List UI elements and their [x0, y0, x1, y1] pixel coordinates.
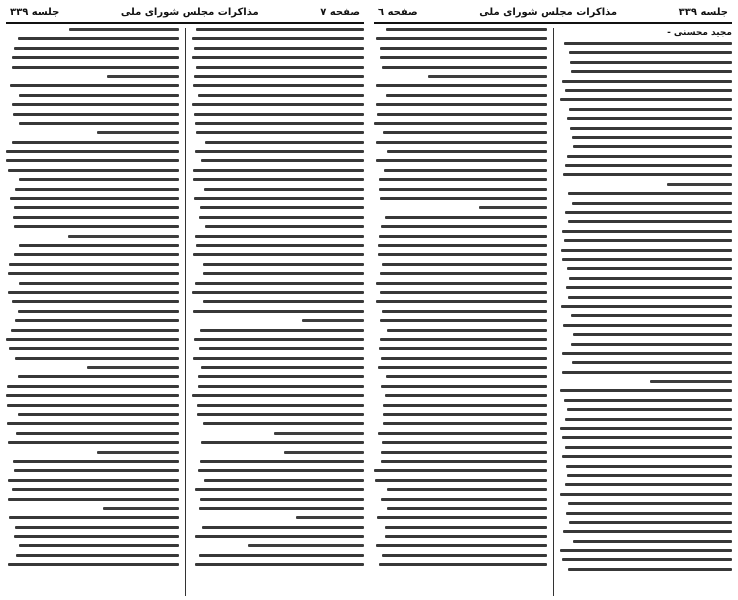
text-line	[8, 272, 178, 275]
text-line	[381, 357, 547, 360]
text-line	[568, 568, 733, 571]
text-line	[565, 164, 732, 167]
text-line	[19, 178, 178, 181]
text-line	[16, 554, 178, 557]
text-line	[379, 347, 546, 350]
text-line	[376, 159, 546, 162]
text-line	[8, 479, 178, 482]
text-line	[381, 451, 547, 454]
text-line	[566, 286, 732, 289]
text-line	[8, 498, 179, 501]
text-line	[560, 98, 732, 101]
text-line	[562, 436, 733, 439]
text-line	[385, 535, 546, 538]
text-line	[380, 291, 547, 294]
text-line	[378, 244, 547, 247]
text-line	[14, 225, 178, 228]
text-line	[565, 89, 732, 92]
text-line	[13, 113, 179, 116]
text-line	[6, 394, 178, 397]
text-line	[248, 544, 364, 547]
text-line	[562, 80, 732, 83]
text-line	[479, 206, 546, 209]
text-line	[15, 357, 179, 360]
text-line	[560, 549, 732, 552]
text-line	[19, 282, 179, 285]
text-line	[68, 235, 179, 238]
text-line	[14, 47, 178, 50]
text-line	[14, 469, 178, 472]
text-line	[383, 404, 547, 407]
text-line	[200, 206, 364, 209]
text-line	[193, 253, 364, 256]
text-line	[376, 282, 547, 285]
text-line	[562, 230, 732, 233]
page-header	[6, 4, 364, 24]
text-line	[385, 216, 546, 219]
text-line	[69, 28, 178, 31]
text-line	[375, 479, 547, 482]
text-line	[13, 460, 179, 463]
text-line	[15, 526, 178, 529]
text-line	[18, 310, 179, 313]
text-line	[376, 300, 547, 303]
text-line	[14, 206, 178, 209]
text-line	[381, 460, 547, 463]
text-line	[193, 178, 364, 181]
page-left	[6, 4, 364, 596]
text-line	[8, 291, 178, 294]
text-line	[18, 413, 178, 416]
text-line	[15, 319, 179, 322]
text-line	[571, 314, 732, 317]
text-line	[197, 404, 364, 407]
text-line	[195, 488, 364, 491]
text-line	[192, 37, 364, 40]
text-line	[374, 122, 546, 125]
text-line	[11, 329, 179, 332]
text-line	[12, 56, 178, 59]
text-line	[10, 84, 178, 87]
text-line	[8, 441, 179, 444]
text-line	[566, 465, 732, 468]
text-line	[195, 563, 364, 566]
text-line	[199, 216, 364, 219]
text-line	[561, 305, 732, 308]
text-line	[386, 94, 546, 97]
text-line	[7, 422, 179, 425]
page-right	[374, 4, 732, 596]
text-line	[201, 366, 364, 369]
text-line	[205, 141, 364, 144]
text-line	[193, 169, 364, 172]
text-line	[195, 235, 364, 238]
text-line	[19, 122, 179, 125]
text-line	[382, 554, 547, 557]
text-line	[567, 155, 732, 158]
text-line	[379, 235, 547, 238]
text-line	[565, 418, 732, 421]
text-line	[8, 169, 178, 172]
text-line	[6, 150, 178, 153]
text-line	[560, 389, 732, 392]
text-line	[97, 451, 178, 454]
text-line	[562, 558, 732, 561]
text-line	[194, 47, 364, 50]
text-line	[380, 338, 547, 341]
text-line	[196, 244, 364, 247]
text-line	[378, 432, 547, 435]
text-line	[567, 117, 732, 120]
text-line	[568, 502, 732, 505]
text-line	[200, 460, 364, 463]
text-line	[15, 188, 179, 191]
text-line	[650, 380, 732, 383]
text-line	[569, 277, 732, 280]
text-line	[380, 197, 546, 200]
text-line	[18, 37, 179, 40]
text-line	[383, 131, 547, 134]
text-line	[381, 385, 546, 388]
text-line	[563, 530, 732, 533]
text-line	[385, 394, 547, 397]
text-line	[380, 272, 546, 275]
text-line	[192, 56, 364, 59]
text-line	[567, 408, 732, 411]
text-line	[387, 329, 547, 332]
text-line	[12, 66, 179, 69]
text-line	[378, 253, 546, 256]
text-line	[7, 404, 179, 407]
text-line	[9, 347, 179, 350]
text-line	[197, 413, 364, 416]
text-line	[204, 188, 364, 191]
text-line	[14, 253, 179, 256]
text-line	[562, 352, 732, 355]
text-line	[194, 338, 364, 341]
text-line	[387, 488, 547, 491]
text-line	[12, 488, 178, 491]
text-line	[19, 94, 178, 97]
text-line	[383, 422, 547, 425]
text-line	[561, 249, 732, 252]
text-line	[12, 141, 178, 144]
text-line	[573, 540, 732, 543]
text-line	[381, 498, 546, 501]
text-line	[573, 333, 732, 336]
text-line	[203, 300, 364, 303]
text-line	[563, 173, 732, 176]
text-line	[192, 291, 364, 294]
text-line	[565, 211, 732, 214]
text-line	[568, 220, 732, 223]
text-columns	[374, 24, 732, 596]
text-line	[386, 375, 546, 378]
text-line	[198, 94, 364, 97]
text-line	[97, 131, 178, 134]
session-number: جلسه ۳۳۹	[678, 7, 728, 18]
text-line	[12, 103, 179, 106]
text-line	[564, 399, 732, 402]
text-line	[566, 512, 732, 515]
text-line	[571, 70, 732, 73]
text-line	[195, 150, 364, 153]
text-column	[560, 28, 733, 596]
text-line	[198, 385, 364, 388]
text-line	[667, 183, 732, 186]
text-line	[383, 413, 546, 416]
text-line	[194, 75, 364, 78]
text-line	[569, 108, 732, 111]
text-line	[14, 535, 178, 538]
text-line	[205, 225, 364, 228]
text-line	[203, 263, 364, 266]
text-line	[376, 84, 546, 87]
text-line	[9, 263, 179, 266]
text-line	[563, 324, 732, 327]
text-line	[192, 394, 364, 397]
text-line	[565, 483, 732, 486]
text-line	[9, 516, 178, 519]
text-line	[296, 516, 364, 519]
text-line	[377, 113, 547, 116]
text-line	[560, 493, 732, 496]
text-line	[199, 554, 364, 557]
text-line	[384, 169, 547, 172]
text-line	[201, 441, 364, 444]
column-divider	[553, 28, 554, 596]
text-line	[380, 47, 547, 50]
text-line	[571, 343, 732, 346]
speaker-name: مجید محسنی -	[667, 28, 732, 38]
text-line	[302, 319, 364, 322]
text-line	[195, 282, 364, 285]
text-line	[387, 507, 547, 510]
text-line	[199, 347, 364, 350]
text-line	[562, 455, 732, 458]
text-column	[192, 28, 365, 596]
text-line	[13, 216, 178, 219]
text-line	[203, 272, 364, 275]
text-line	[200, 498, 364, 501]
text-line	[198, 375, 364, 378]
text-line	[572, 136, 732, 139]
text-line	[387, 150, 546, 153]
page-title: مذاکرات مجلس شورای ملی	[120, 7, 259, 18]
text-line	[569, 51, 732, 54]
text-line	[198, 469, 364, 472]
text-line	[381, 225, 547, 228]
text-line	[202, 526, 364, 529]
text-line	[382, 441, 546, 444]
session-number: جلسه ۳۳۹	[10, 7, 60, 18]
text-column	[6, 28, 179, 596]
text-line	[193, 84, 364, 87]
text-line	[10, 197, 178, 200]
text-line	[8, 563, 179, 566]
text-line	[564, 239, 732, 242]
page-number: صفحه ۷	[320, 7, 360, 18]
page-title: مذاکرات مجلس شورای ملی	[479, 7, 618, 18]
text-line	[379, 188, 547, 191]
text-line	[204, 479, 364, 482]
text-line	[107, 75, 179, 78]
text-line	[562, 371, 732, 374]
text-line	[567, 267, 732, 270]
text-line	[572, 361, 732, 364]
text-line	[568, 192, 732, 195]
text-line	[428, 75, 546, 78]
page-header	[374, 4, 732, 24]
text-columns	[6, 24, 364, 596]
text-column	[374, 28, 547, 596]
text-line	[87, 366, 179, 369]
text-line	[19, 544, 179, 547]
text-line	[379, 178, 547, 181]
text-line	[382, 310, 546, 313]
text-line	[567, 474, 732, 477]
text-line	[569, 521, 732, 524]
text-line	[380, 56, 546, 59]
text-line	[193, 357, 364, 360]
text-line	[377, 516, 546, 519]
text-line	[378, 366, 547, 369]
text-line	[376, 544, 547, 547]
text-line	[568, 296, 732, 299]
text-line	[16, 432, 178, 435]
text-line	[562, 258, 732, 261]
text-line	[380, 319, 546, 322]
text-line	[379, 563, 546, 566]
text-line	[274, 432, 364, 435]
text-line	[385, 526, 546, 529]
text-line	[570, 127, 732, 130]
text-line	[376, 37, 546, 40]
text-line	[103, 507, 178, 510]
page-number: صفحه ٦	[378, 7, 418, 18]
text-line	[19, 244, 179, 247]
text-line	[196, 66, 364, 69]
column-divider	[185, 28, 186, 596]
text-line	[194, 197, 364, 200]
text-line	[560, 427, 732, 430]
text-line	[196, 28, 364, 31]
text-line	[6, 159, 178, 162]
text-line	[374, 469, 546, 472]
text-line	[572, 202, 732, 205]
text-line	[200, 329, 364, 332]
text-line	[382, 263, 546, 266]
text-line	[199, 507, 364, 510]
text-line	[284, 451, 364, 454]
text-line	[195, 122, 364, 125]
text-line	[203, 422, 364, 425]
text-line	[382, 66, 547, 69]
text-line	[12, 300, 179, 303]
text-line	[193, 310, 364, 313]
text-line	[194, 113, 364, 116]
text-line	[376, 103, 547, 106]
text-line	[376, 141, 546, 144]
text-line	[7, 385, 178, 388]
text-line	[573, 145, 732, 148]
text-line	[201, 159, 364, 162]
text-line	[192, 103, 364, 106]
text-line	[195, 535, 364, 538]
text-line	[565, 446, 732, 449]
text-line	[6, 338, 178, 341]
text-line	[570, 61, 732, 64]
text-line	[386, 28, 546, 31]
text-line	[18, 375, 178, 378]
text-line	[564, 42, 732, 45]
text-line	[196, 131, 364, 134]
